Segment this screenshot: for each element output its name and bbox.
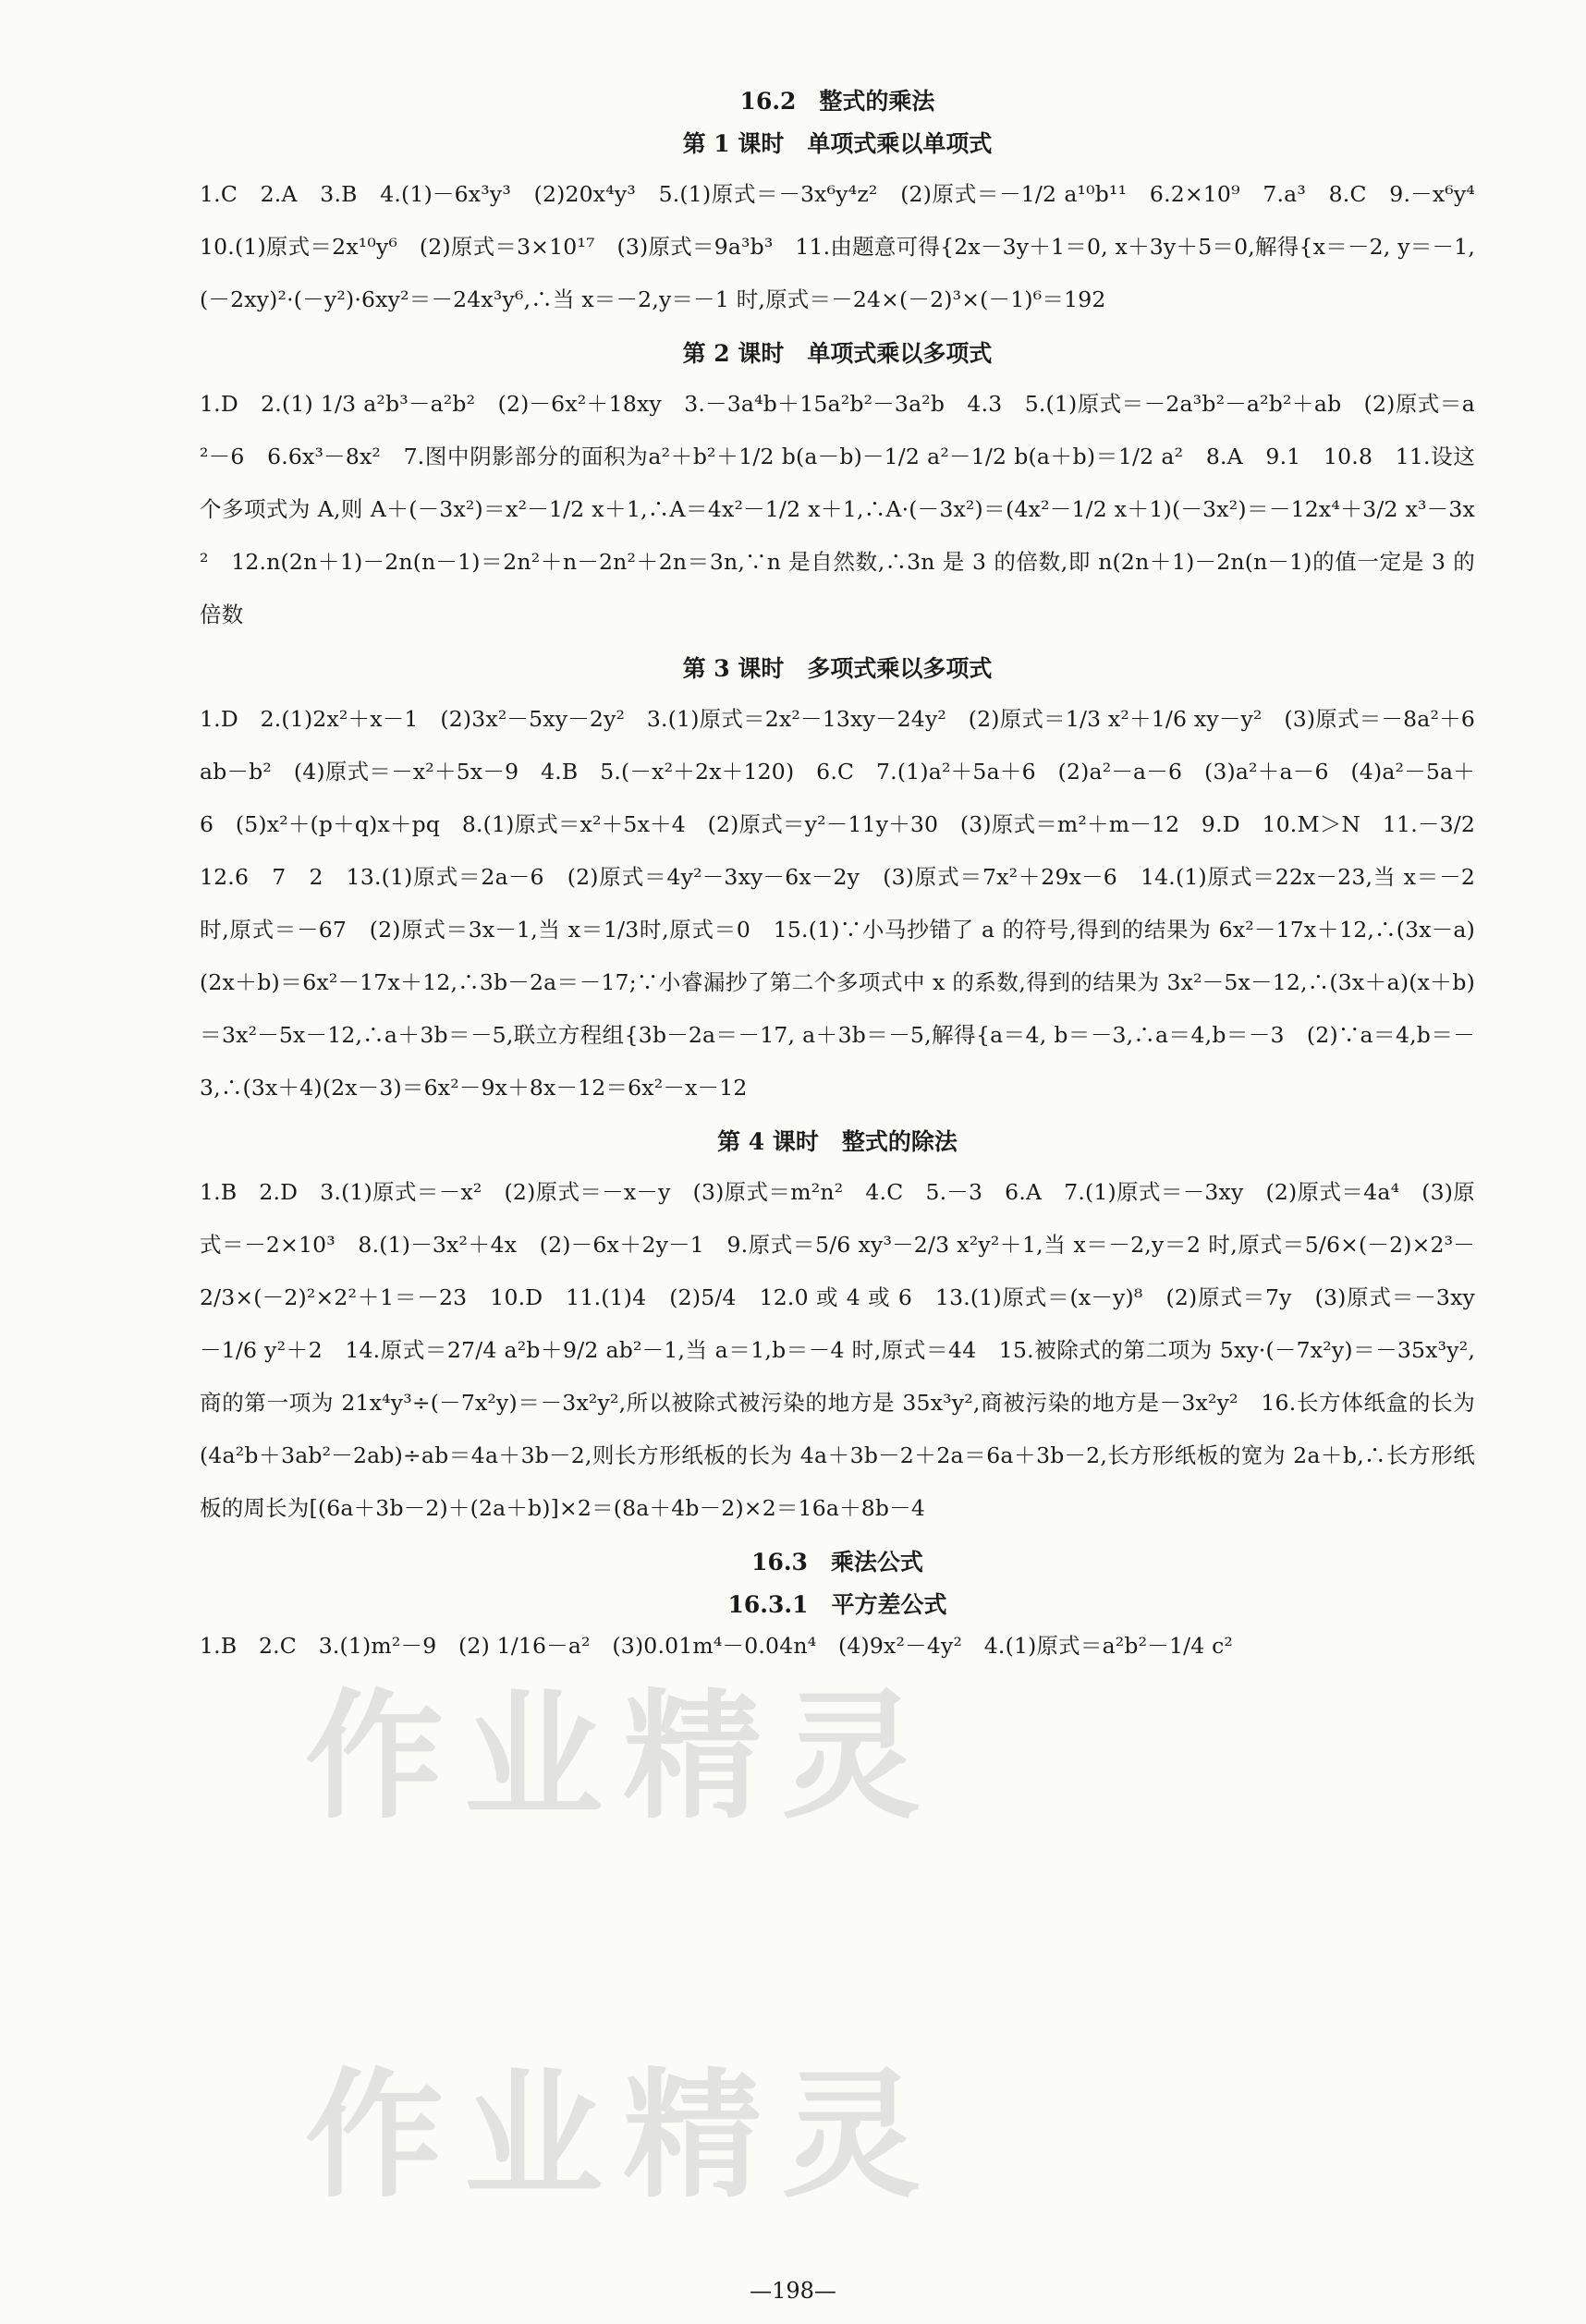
lesson-1-title: 第 1 课时 单项式乘以单项式 (682, 130, 993, 157)
lesson-1-answers: 1.C 2.A 3.B 4.(1)－6x³y³ (2)20x⁴y³ 5.(1)原式＝－3x⁶y⁴z² (2)原式＝－1/2 a¹⁰b¹¹ 6.2×10⁹ 7.a³ 8.C 9.－x⁶y⁴ 10.(1)原式＝2x¹⁰y⁶ (2)原式＝3×10¹⁷ (3)原式＝9a³b³ 11.由题意可得{2x－3y＋1＝0, x＋3y＋5＝0,解得{x＝－2, y＝－1,(－2xy)²·(－y²)·6xy²＝－24x³y⁶,∴当 x＝－2,y＝－1 时,原式＝－24×(－2)³×(－1)⁶＝192 (200, 181, 1497, 312)
section-title: 16.2 整式的乘法 (739, 88, 935, 115)
section-2-title: 16.3 乘法公式 (751, 1549, 923, 1576)
watermark: 作业精灵 (305, 2056, 942, 2217)
watermark: 作业精灵 (305, 1677, 942, 1838)
answer-page (200, 83, 1497, 1676)
section-2-answers: 1.B 2.C 3.(1)m²－9 (2) 1/16－a² (3)0.01m⁴－0.04n⁴ (4)9x²－4y² 4.(1)原式＝a²b²－1/4 c² (200, 1633, 1234, 1659)
lesson-2-answers: 1.D 2.(1) 1/3 a²b³－a²b² (2)－6x²＋18xy 3.－3a⁴b＋15a²b²－3a²b 4.3 5.(1)原式＝－2a³b²－a²b²＋ab (2)原式＝a²－6 6.6x³－8x² 7.图中阴影部分的面积为a²＋b²＋1/2 b(a－b)－1/2 a²－1/2 b(a＋b)＝1/2 a² 8.A 9.1 10.8 11.设这个多项式为 A,则 A＋(－3x²)＝x²－1/2 x＋1,∴A＝4x²－1/2 x＋1,∴A·(－3x²)＝(4x²－1/2 x＋1)(－3x²)＝－12x⁴＋3/2 x³－3x² 12.n(2n＋1)－2n(n－1)＝2n²＋n－2n²＋2n＝3n,∵n 是自然数,∴3n 是 3 的倍数,即 n(2n＋1)－2n(n－1)的值一定是 3 的倍数 (200, 391, 1476, 627)
subsection-title: 16.3.1 平方差公式 (727, 1591, 947, 1618)
lesson-2-title: 第 2 课时 单项式乘以多项式 (682, 340, 993, 367)
lesson-3-answers: 1.D 2.(1)2x²＋x－1 (2)3x²－5xy－2y² 3.(1)原式＝2x²－13xy－24y² (2)原式＝1/3 x²＋1/6 xy－y² (3)原式＝－8a²＋6ab－b² (4)原式＝－x²＋5x－9 4.B 5.(－x²＋2x＋120) 6.C 7.(1)a²＋5a＋6 (2)a²－a－6 (3)a²＋a－6 (4)a²－5a＋6 (5)x²＋(p＋q)x＋pq 8.(1)原式＝x²＋5x＋4 (2)原式＝y²－11y＋30 (3)原式＝m²＋m－12 9.D 10.M＞N 11.－3/2 12.6 7 2 13.(1)原式＝2a－6 (2)原式＝4y²－3xy－6x－2y (3)原式＝7x²＋29x－6 14.(1)原式＝22x－23,当 x＝－2 时,原式＝－67 (2)原式＝3x－1,当 x＝1/3时,原式＝0 15.(1)∵小马抄错了 a 的符号,得到的结果为 6x²－17x＋12,∴(3x－a)(2x＋b)＝6x²－17x＋12,∴3b－2a＝－17;∵小睿漏抄了第二个多项式中 x 的系数,得到的结果为 3x²－5x－12,∴(3x＋a)(x＋b)＝3x²－5x－12,∴a＋3b＝－5,联立方程组{3b－2a＝－17, a＋3b＝－5,解得{a＝4, b＝－3,∴a＝4,b＝－3 (2)∵a＝4,b＝－3,∴(3x＋4)(2x－3)＝6x²－9x＋8x－12＝6x²－x－12 (200, 706, 1497, 1101)
lesson-4-title: 第 4 课时 整式的除法 (717, 1128, 958, 1155)
lesson-4-answers: 1.B 2.D 3.(1)原式＝－x² (2)原式＝－x－y (3)原式＝m²n² 4.C 5.－3 6.A 7.(1)原式＝－3xy (2)原式＝4a⁴ (3)原式＝－2×10³ 8.(1)－3x²＋4x (2)－6x＋2y－1 9.原式＝5/6 xy³－2/3 x²y²＋1,当 x＝－2,y＝2 时,原式＝5/6×(－2)×2³－2/3×(－2)²×2²＋1＝－23 10.D 11.(1)4 (2)5/4 12.0 或 4 或 6 13.(1)原式＝(x－y)⁸ (2)原式＝7y (3)原式＝－3xy－1/6 y²＋2 14.原式＝27/4 a²b＋9/2 ab²－1,当 a＝1,b＝－4 时,原式＝44 15.被除式的第二项为 5xy·(－7x²y)＝－35x³y²,商的第一项为 21x⁴y³÷(－7x²y)＝－3x²y²,所以被除式被污染的地方是 35x³y²,商被污染的地方是－3x²y² 16.长方体纸盒的长为(4a²b＋3ab²－2ab)÷ab＝4a＋3b－2,则长方形纸板的长为 4a＋3b－2＋2a＝6a＋3b－2,长方形纸板的宽为 2a＋b,∴长方形纸板的周长为[(6a＋3b－2)＋(2a＋b)]×2＝(8a＋4b－2)×2＝16a＋8b－4 (200, 1179, 1475, 1521)
page-number: —198— (750, 2278, 836, 2304)
lesson-3-title: 第 3 课时 多项式乘以多项式 (682, 655, 993, 682)
